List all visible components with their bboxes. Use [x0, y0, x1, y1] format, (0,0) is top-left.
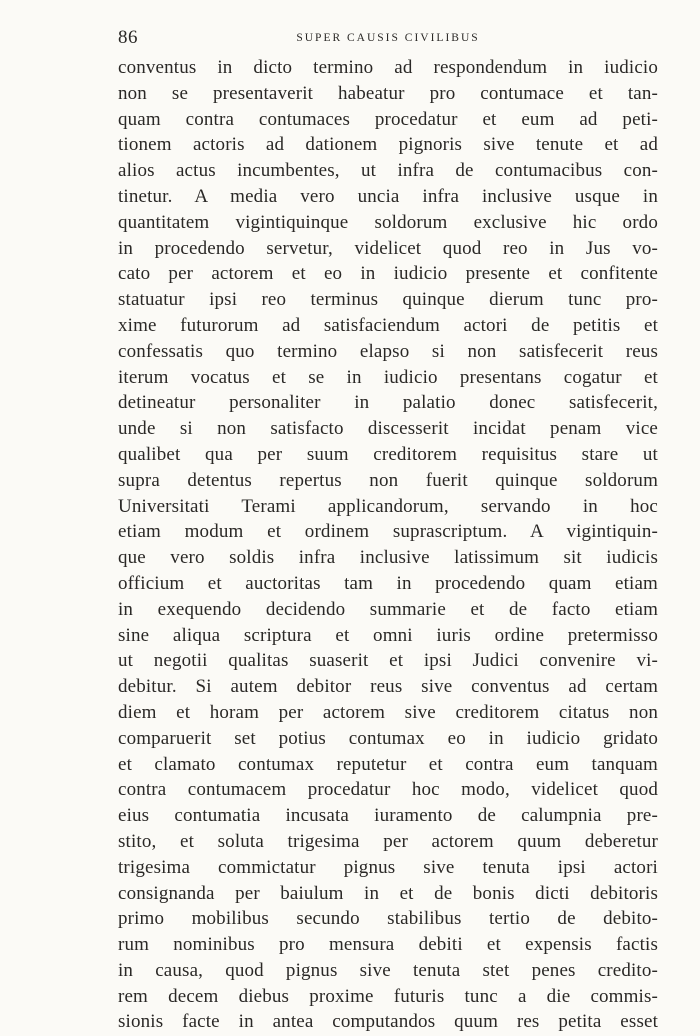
text-line: in exequendo decidendo summarie et de facto etiam — [118, 598, 658, 620]
text-line: supra detentus repertus non fuerit quinque soldorum — [118, 469, 658, 491]
text-line: eius contumatia incusata iuramento de calumpnia pre- — [118, 805, 658, 827]
text-line: quantitatem vigintiquinque soldorum exclusive hic ordo — [118, 211, 658, 233]
text-line: etiam modum et ordinem suprascriptum. A vigintiquin- — [118, 521, 658, 543]
text-line: quam contra contumaces procedatur et eum ad peti- — [118, 108, 658, 130]
text-line: detineatur personaliter in palatio donec satisfecerit, — [118, 392, 658, 414]
text-line: que vero soldis infra inclusive latissimum sit iudicis — [118, 547, 658, 569]
text-line: stito, et soluta trigesima per actorem quum deberetur — [118, 830, 658, 852]
text-line: rem decem diebus proxime futuris tunc a die commis- — [118, 985, 658, 1007]
text-line: tionem actoris ad dationem pignoris sive tenute et ad — [118, 134, 658, 156]
text-line: ut negotii qualitas suaserit et ipsi Judici convenire vi- — [118, 650, 658, 672]
text-line: et clamato contumax reputetur et contra eum tanquam — [118, 753, 658, 775]
text-line: statuatur ipsi reo terminus quinque dierum tunc pro- — [118, 289, 658, 311]
text-line: sine aliqua scriptura et omni iuris ordine pretermisso — [118, 624, 658, 646]
page-number: 86 — [118, 27, 138, 48]
text-line: rum nominibus pro mensura debiti et expensis factis — [118, 934, 658, 956]
text-line: cato per actorem et eo in iudicio presente et confitente — [118, 263, 658, 285]
text-line: Universitati Terami applicandorum, servando in hoc — [118, 495, 658, 517]
text-line: comparuerit set potius contumax eo in iudicio gridato — [118, 727, 658, 749]
text-line: unde si non satisfacto discesserit incidat penam vice — [118, 418, 658, 440]
text-line: qualibet qua per suum creditorem requisitus stare ut — [118, 443, 658, 465]
text-line: sionis facte in antea computandos quum res petita esset — [118, 1011, 658, 1033]
text-line: confessatis quo termino elapso si non satisfecerit reus — [118, 340, 658, 362]
text-line: in causa, quod pignus sive tenuta stet penes credito- — [118, 959, 658, 981]
text-line: xime futurorum ad satisfaciendum actori de petitis et — [118, 314, 658, 336]
text-line: in procedendo servetur, videlicet quod reo in Jus vo- — [118, 237, 658, 259]
text-line: consignanda per baiulum in et de bonis dicti debitoris — [118, 882, 658, 904]
text-line: contra contumacem procedatur hoc modo, videlicet quod — [118, 779, 658, 801]
text-line: debitur. Si autem debitor reus sive conventus ad certam — [118, 676, 658, 698]
running-title: SUPER CAUSIS CIVILIBUS — [296, 32, 480, 44]
text-line: conventus in dicto termino ad respondendum in iudicio — [118, 57, 658, 78]
text-line: diem et horam per actorem sive creditorem citatus non — [118, 701, 658, 723]
text-line: tinetur. A media vero uncia infra inclusive usque in — [118, 185, 658, 207]
body-text — [118, 55, 658, 1035]
text-line: officium et auctoritas tam in procedendo quam etiam — [118, 572, 658, 594]
text-line: alios actus incumbentes, ut infra de contumacibus con- — [118, 160, 658, 182]
running-head — [118, 26, 658, 50]
text-line: primo mobilibus secundo stabilibus tertio de debito- — [118, 908, 658, 930]
text-line: iterum vocatus et se in iudicio presentans cogatur et — [118, 366, 658, 388]
text-line: non se presentaverit habeatur pro contumace et tan- — [118, 82, 658, 104]
text-line: trigesima commictatur pignus sive tenuta ipsi actori — [118, 856, 658, 878]
